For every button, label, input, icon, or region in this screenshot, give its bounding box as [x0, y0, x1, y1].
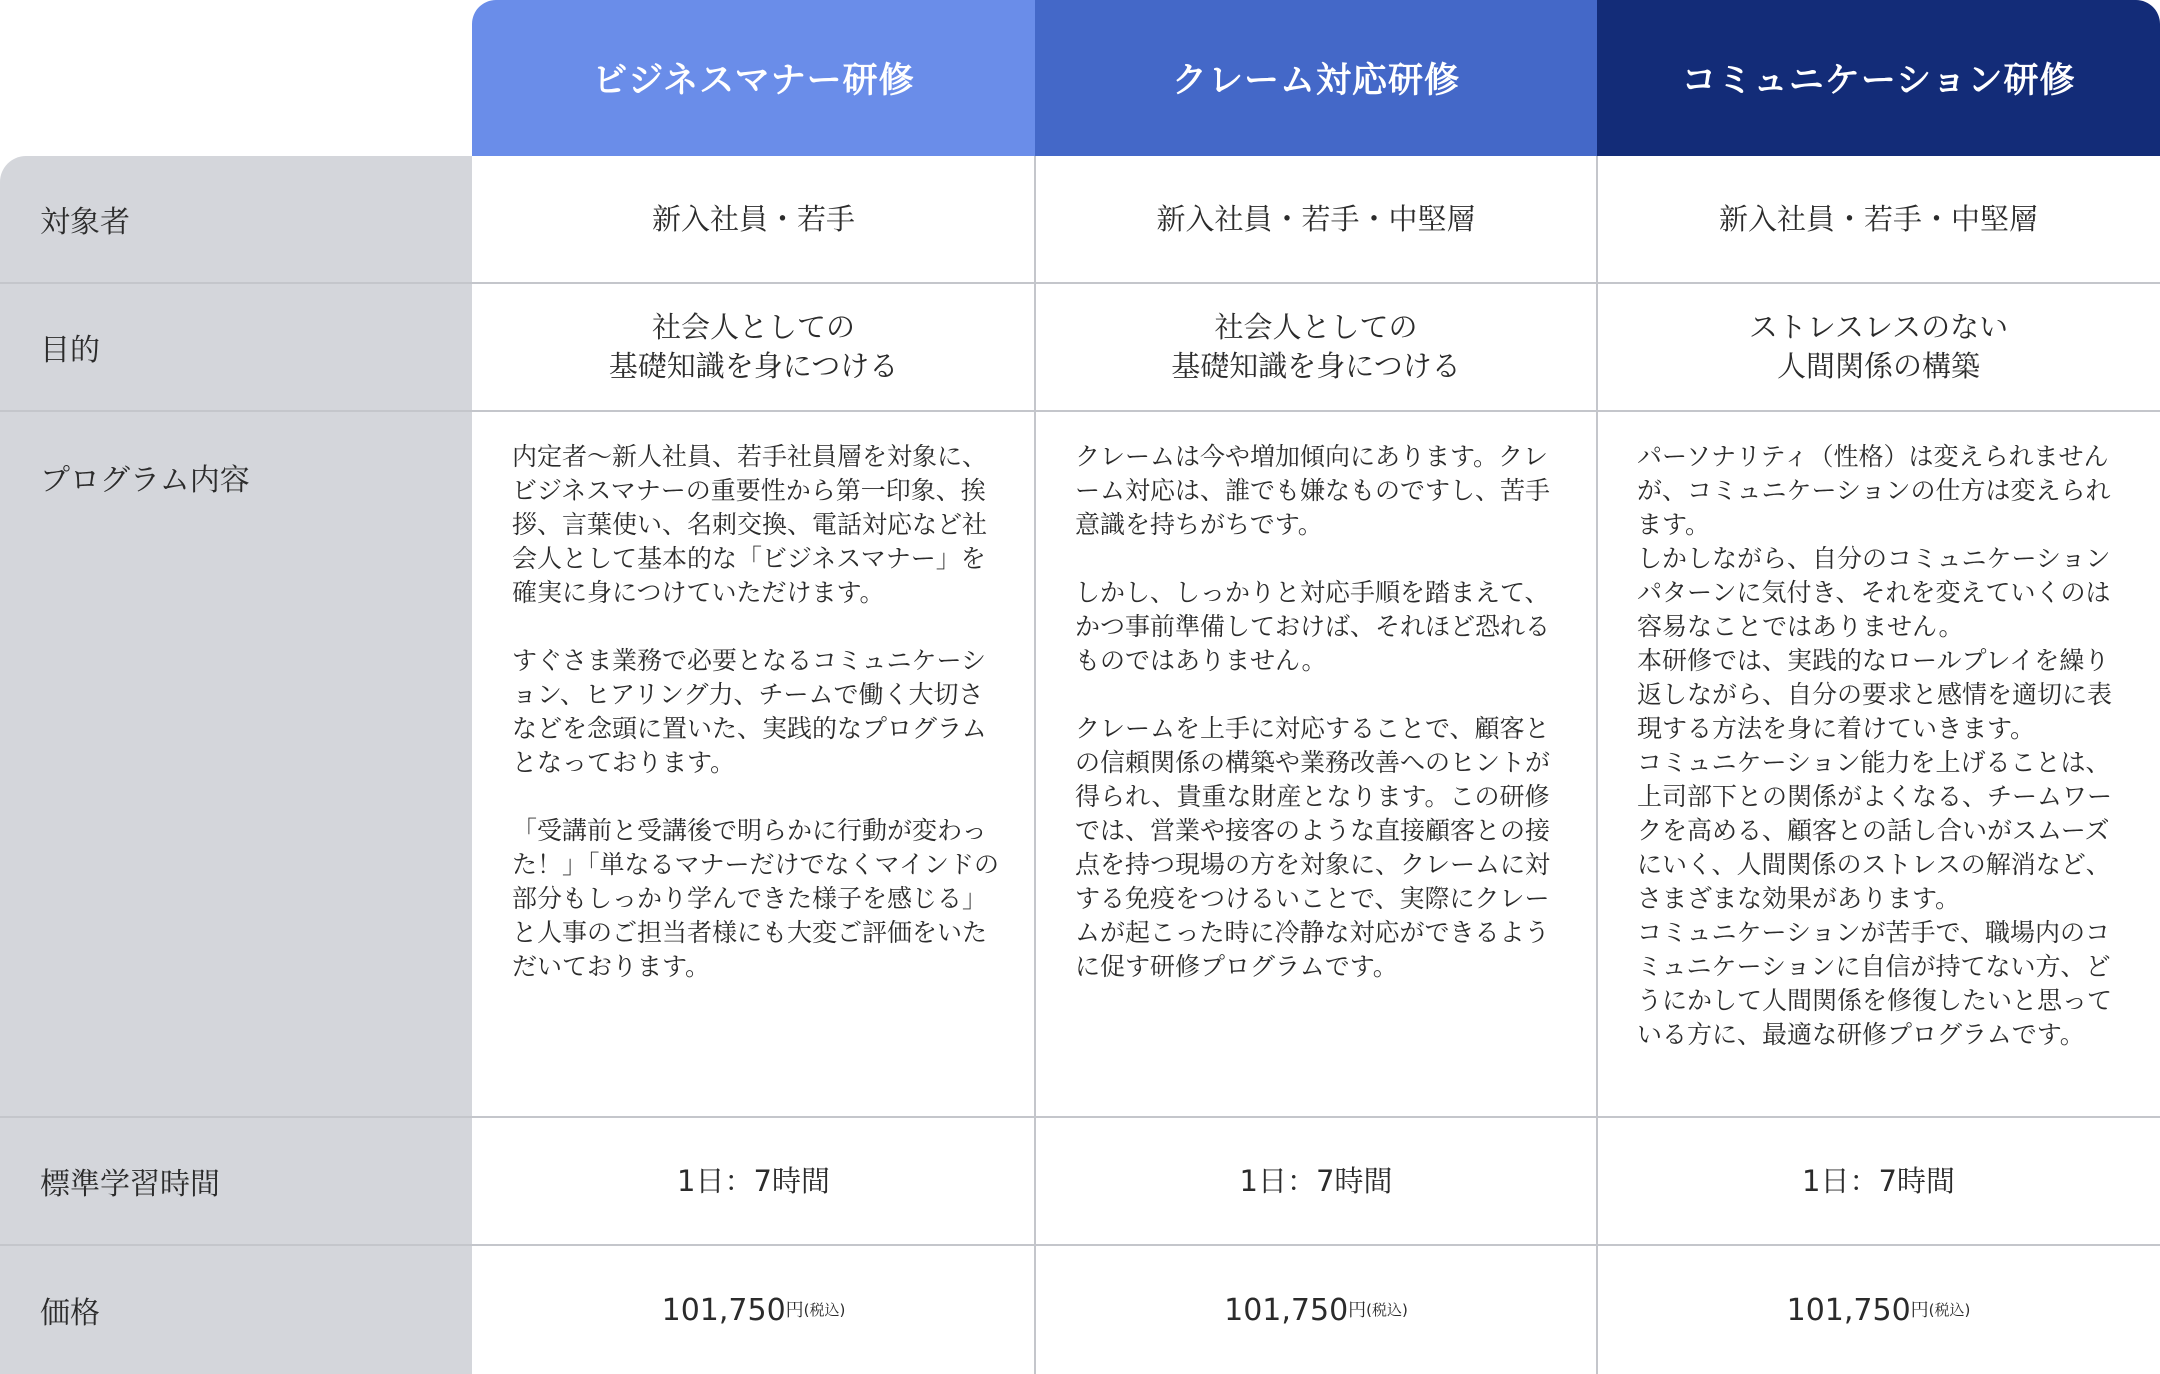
price-amount: 101,750 — [1224, 1292, 1349, 1328]
program-text: クレームは今や増加傾向にあります。クレーム対応は、誰でも嫌なものですし、苦手意識を持ちがちです。 しかし、しっかりと対応手順を踏まえて、かつ事前準備しておけば、それほど恐れるものではありません。 クレームを上手に対応することで、顧客との信頼関係の構築や業務改善へのヒントが得られ、貴重な財産となります。この研修では、営業や接客のような直接顧客との接点を持つ現場の方を対象に、クレームに対する免疫をつけるいことで、実際にクレームが起こった時に冷静な対応ができるように促す研修プログラムです。 — [1075, 442, 1551, 981]
price-cell — [1035, 1246, 1597, 1374]
target-cell: 新入社員・若手・中堅層 — [1718, 201, 2038, 236]
row-label-target: 対象者 — [40, 205, 130, 240]
hours-cell: 1日：7時間 — [1239, 1163, 1393, 1198]
purpose-cell — [472, 284, 1035, 410]
program-text: 内定者〜新人社員、若手社員層を対象に、ビジネスマナーの重要性から第一印象、挨拶、言葉使い、名刺交換、電話対応など社会人として基本的な「ビジネスマナー」を確実に身につけていただけます。 すぐさま業務で必要となるコミュニケーション、ヒアリング力、チームで働く大切さなどを念頭に置いた、実践的なプログラムとなっております。 「受講前と受講後で明らかに行動が変わった！」「単なるマナーだけでなくマインドの部分もしっかり学んできた様子を感じる」と人事のご担当者様にも大変ご評価をいただいております。 — [512, 442, 1000, 981]
purpose-line: ストレスレスのない — [1748, 310, 2009, 344]
row-label-price: 価格 — [40, 1296, 100, 1331]
price-amount: 101,750 — [661, 1292, 786, 1328]
target-cell: 新入社員・若手 — [651, 201, 855, 236]
purpose-line: 基礎知識を身につける — [608, 349, 899, 383]
price-cell — [472, 1246, 1035, 1374]
price-unit: 円 — [1348, 1299, 1367, 1321]
price-tax-note: (税込) — [803, 1300, 846, 1319]
purpose-line: 社会人としての — [1214, 310, 1418, 344]
program-text: パーソナリティ（性格）は変えられませんが、コミュニケーションの仕方は変えられます。 しかしながら、自分のコミュニケーションパターンに気付き、それを変えていくのは容易なことではありません。 本研修では、実践的なロールプレイを繰り返しながら、自分の要求と感情を適切に表現する方法を身に着けていきます。 コミュニケーション能力を上げることは、上司部下との関係がよくなる、チームワークを高める、顧客との話し合いがスムーズにいく、人間関係のストレスの解消など、さまざまな効果があります。 コミュニケーションが苦手で、職場内のコミュニケーションに自信が持てない方、どうにかして人間関係を修復したいと思っている方に、最適な研修プログラムです。 — [1637, 442, 2113, 1049]
row-label-program: プログラム内容 — [40, 463, 250, 498]
purpose-line: 基礎知識を身につける — [1171, 349, 1461, 383]
row-divider — [0, 410, 2160, 412]
row-label-hours: 標準学習時間 — [40, 1167, 220, 1202]
purpose-line: 人間関係の構築 — [1776, 349, 1980, 383]
purpose-cell — [1597, 284, 2160, 410]
purpose-cell — [1035, 284, 1597, 410]
row-label-purpose: 目的 — [40, 333, 100, 368]
hours-cell: 1日：7時間 — [1802, 1163, 1955, 1198]
hours-cell: 1日：7時間 — [677, 1163, 830, 1198]
column-header-business-manner: ビジネスマナー研修 — [472, 0, 1035, 156]
price-tax-note: (税込) — [1366, 1300, 1408, 1319]
column-header-claim-handling: クレーム対応研修 — [1035, 0, 1597, 156]
price-cell — [1597, 1246, 2160, 1374]
price-unit: 円 — [1910, 1299, 1929, 1321]
purpose-line: 社会人としての — [651, 310, 855, 344]
price-tax-note: (税込) — [1928, 1300, 1971, 1319]
target-cell: 新入社員・若手・中堅層 — [1156, 201, 1476, 236]
column-header-communication: コミュニケーション研修 — [1597, 0, 2160, 156]
price-amount: 101,750 — [1786, 1292, 1911, 1328]
price-unit: 円 — [785, 1299, 804, 1321]
